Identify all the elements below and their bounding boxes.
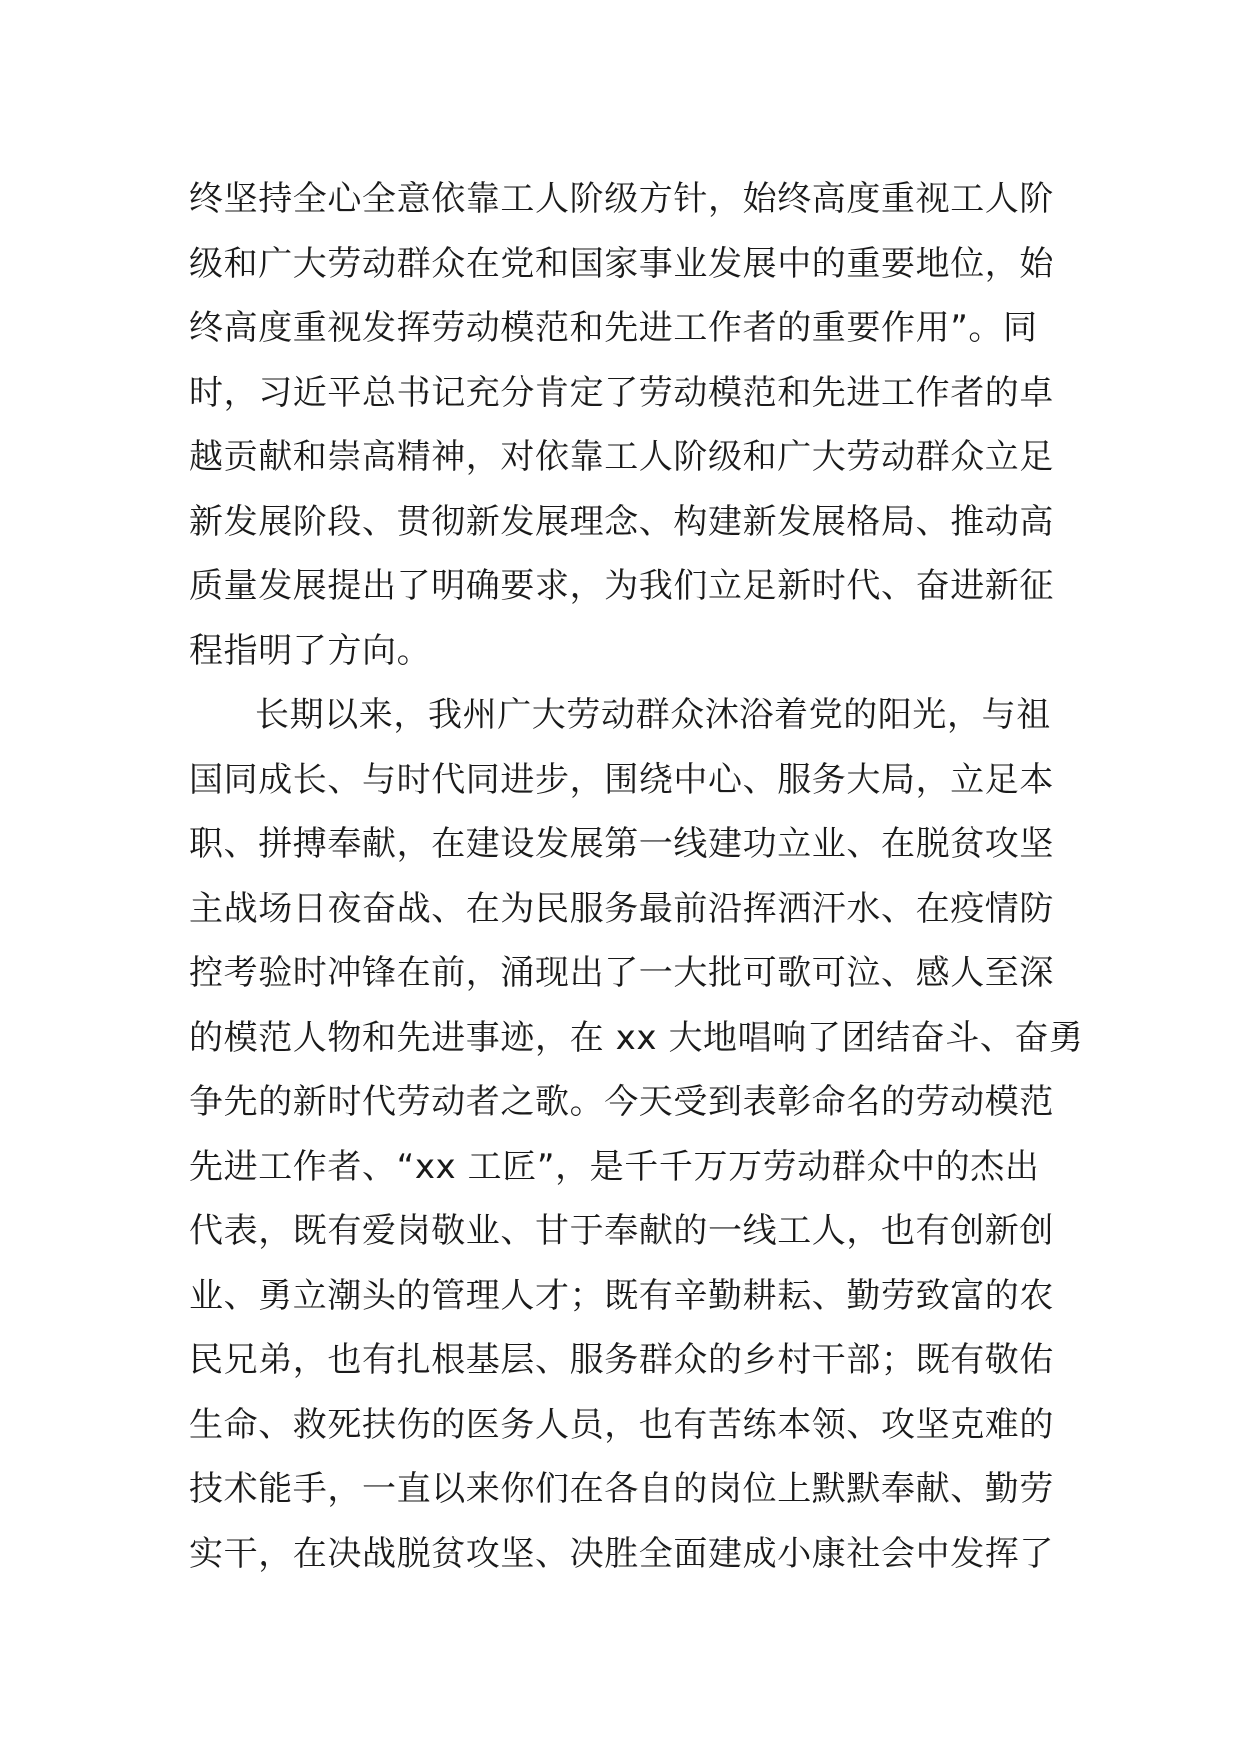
text-line: 技术能手，一直以来你们在各自的岗位上默默奉献、勤劳 <box>189 1469 1054 1509</box>
text-line: 级和广大劳动群众在党和国家事业发展中的重要地位，始 <box>189 243 1054 284</box>
body-text <box>189 167 1084 1586</box>
text-line: 终坚持全心全意依靠工人阶级方针，始终高度重视工人阶 <box>189 179 1054 219</box>
text-line: 越贡献和崇高精神，对依靠工人阶级和广大劳动群众立足 <box>189 437 1054 477</box>
text-line: 业、勇立潮头的管理人才；既有辛勤耕耘、勤劳致富的农 <box>189 1275 1054 1316</box>
text-line: 争先的新时代劳动者之歌。今天受到表彰命名的劳动模范 <box>189 1082 1054 1122</box>
text-line: 代表，既有爱岗敬业、甘于奉献的一线工人，也有创新创 <box>189 1211 1054 1251</box>
text-line: 主战场日夜奋战、在为民服务最前沿挥洒汗水、在疫情防 <box>189 888 1054 929</box>
text-line: 新发展阶段、贯彻新发展理念、构建新发展格局、推动高 <box>189 501 1054 542</box>
text-line: 时，习近平总书记充分肯定了劳动模范和先进工作者的卓 <box>189 372 1054 413</box>
text-line: 生命、救死扶伤的医务人员，也有苦练本领、攻坚克难的 <box>189 1404 1054 1445</box>
text-line: 控考验时冲锋在前，涌现出了一大批可歌可泣、感人至深 <box>189 953 1054 993</box>
text-line: 终高度重视发挥劳动模范和先进工作者的重要作用”。同 <box>189 308 1038 348</box>
text-line: 先进工作者、“xx 工匠”，是千千万万劳动群众中的杰出 <box>189 1146 1040 1187</box>
text-line: 民兄弟，也有扎根基层、服务群众的乡村干部；既有敬佑 <box>189 1340 1054 1380</box>
text-line: 国同成长、与时代同进步，围绕中心、服务大局，立足本 <box>189 759 1054 800</box>
paragraph-first-line: 长期以来，我州广大劳动群众沐浴着党的阳光，与祖 <box>255 695 1051 735</box>
text-line: 程指明了方向。 <box>189 630 432 671</box>
text-line: 职、拼搏奉献，在建设发展第一线建功立业、在脱贫攻坚 <box>189 824 1054 864</box>
text-line: 实干，在决战脱贫攻坚、决胜全面建成小康社会中发挥了 <box>189 1533 1054 1574</box>
text-line: 的模范人物和先进事迹，在 xx 大地唱响了团结奋斗、奋勇 <box>189 1017 1084 1058</box>
text-line: 质量发展提出了明确要求，为我们立足新时代、奋进新征 <box>189 566 1054 606</box>
